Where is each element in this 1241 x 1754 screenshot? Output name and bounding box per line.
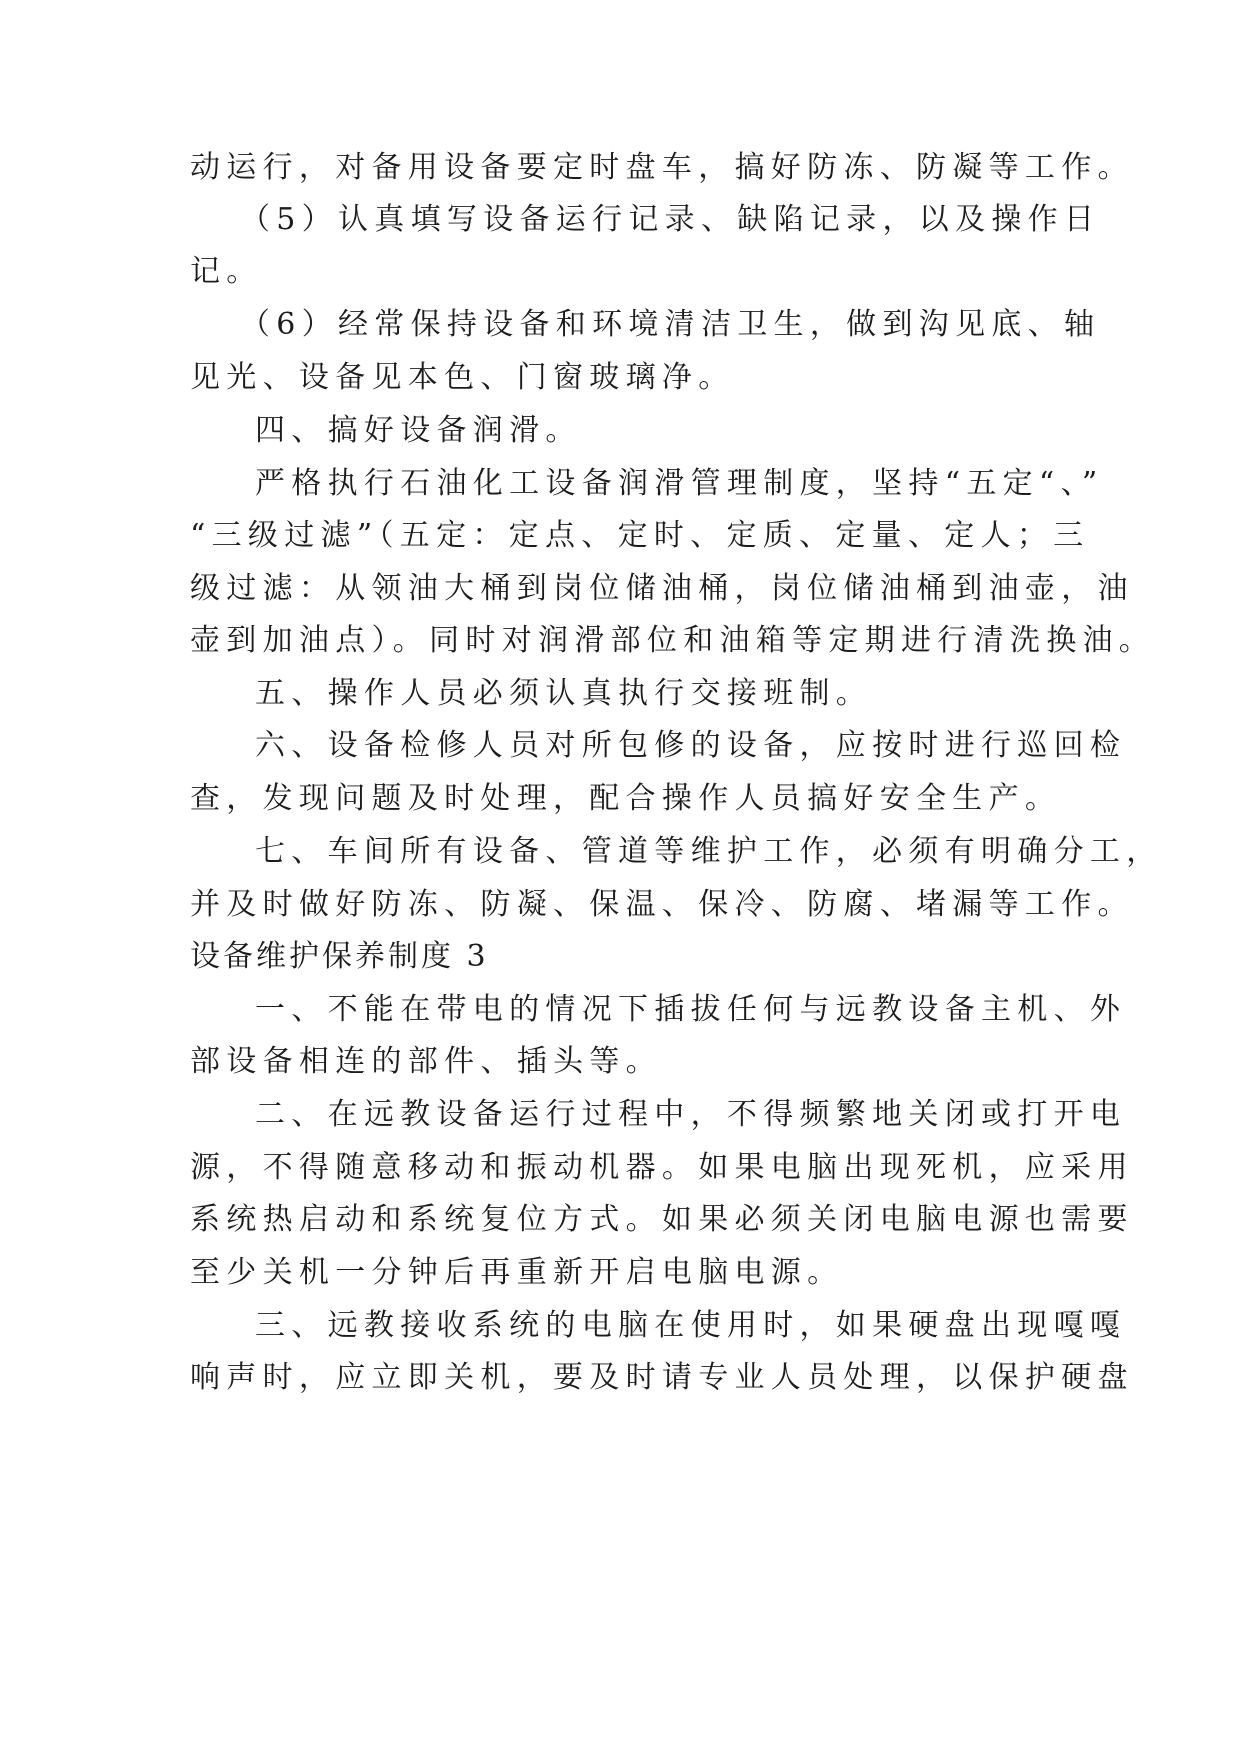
text-line: （6）经常保持设备和环境清洁卫生，做到沟见底、轴 <box>240 307 1101 342</box>
text-line: 系统热启动和系统复位方式。如果必须关闭电脑电源也需要 <box>190 1202 1134 1237</box>
text-line: 响声时，应立即关机，要及时请专业人员处理，以保护硬盘 <box>190 1360 1134 1395</box>
text-line: 至少关机一分钟后再重新开启电脑电源。 <box>190 1255 844 1290</box>
text-line: 源，不得随意移动和振动机器。如果电脑出现死机，应采用 <box>190 1150 1134 1185</box>
section-heading: 四、搞好设备润滑。 <box>255 413 582 448</box>
text-line: 壶到加油点）。同时对润滑部位和油箱等定期进行清洗换油。 <box>190 623 1156 658</box>
text-line: 并及时做好防冻、防凝、保温、保冷、防腐、堵漏等工作。 <box>190 887 1134 922</box>
text-line: “三级过滤”（五定：定点、定时、定质、定量、定人；三 <box>190 518 1090 553</box>
text-line: 查，发现问题及时处理，配合操作人员搞好安全生产。 <box>190 781 1062 816</box>
text-line: 部设备相连的部件、插头等。 <box>190 1044 662 1079</box>
text-line: 七、车间所有设备、管道等维护工作，必须有明确分工， <box>255 834 1163 869</box>
text-line: 三、远教接收系统的电脑在使用时，如果硬盘出现嘎嘎 <box>255 1308 1127 1343</box>
text-line: 见光、设备见本色、门窗玻璃净。 <box>190 360 735 395</box>
text-line: 动运行，对备用设备要定时盘车，搞好防冻、防凝等工作。 <box>190 150 1134 185</box>
text-line: （5）认真填写设备运行记录、缺陷记录，以及操作日 <box>240 202 1101 237</box>
text-line: 一、不能在带电的情况下插拔任何与远教设备主机、外 <box>255 992 1127 1027</box>
text-line: 严格执行石油化工设备润滑管理制度，坚持“五定“、” <box>255 466 1104 501</box>
section-heading: 五、操作人员必须认真执行交接班制。 <box>255 676 873 711</box>
text-line: 二、在远教设备运行过程中，不得频繁地关闭或打开电 <box>255 1097 1127 1132</box>
document-title: 设备维护保养制度 3 <box>190 939 489 974</box>
text-line: 级过滤：从领油大桶到岗位储油桶，岗位储油桶到油壶，油 <box>190 571 1134 606</box>
text-line: 记。 <box>190 254 263 289</box>
text-line: 六、设备检修人员对所包修的设备，应按时进行巡回检 <box>255 728 1127 763</box>
